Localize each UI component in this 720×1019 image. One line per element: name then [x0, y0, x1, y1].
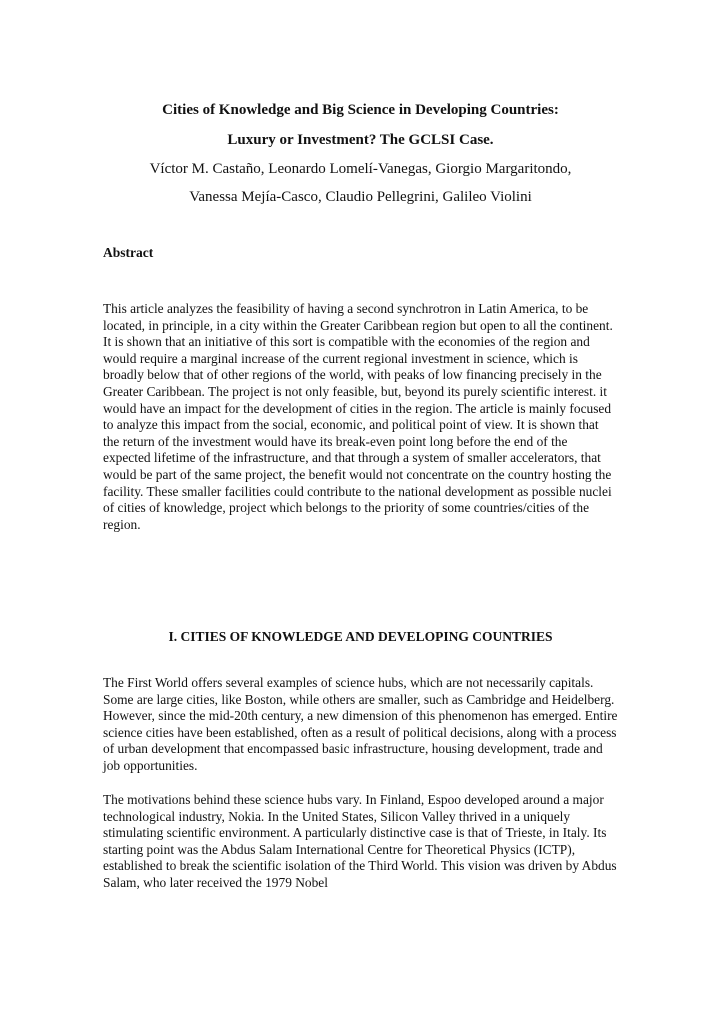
authors-line-1: Víctor M. Castaño, Leonardo Lomelí-Vanegas, Giorgio Margaritondo,: [149, 161, 572, 177]
authors-line-2: Vanessa Mejía-Casco, Claudio Pellegrini, Galileo Violini: [189, 189, 532, 205]
body-paragraph-2: The motivations behind these science hubs vary. In Finland, Espoo developed around a major technological industry, Nokia. In the United States, Silicon Valley thrived in a uniquely stimulating scientific environment. A particularly distinctive case is that of Trieste, in Italy. Its starting point was the Abdus Salam International Centre for Theoretical Physics (ICTP), established to break the scientific isolation of the Third World. This vision was driven by Abdus Salam, who later received the 1979 Nobel: [103, 792, 617, 890]
body-paragraph-1: The First World offers several examples of science hubs, which are not necessarily capitals. Some are large cities, like Boston, while others are smaller, such as Cambridge and Heidelberg. However, since the mid-20th century, a new dimension of this phenomenon has emerged. Entire science cities have been established, often as a result of political decisions, along with a process of urban development that encompassed basic infrastructure, housing development, trade and job opportunities.: [103, 675, 618, 773]
section-heading: I. CITIES OF KNOWLEDGE AND DEVELOPING COUNTRIES: [168, 629, 553, 644]
paper-title-line-1: Cities of Knowledge and Big Science in Developing Countries:: [162, 102, 559, 118]
abstract-text: This article analyzes the feasibility of having a second synchrotron in Latin America, to be located, in principle, in a city within the Greater Caribbean region but open to all the continent. It is shown that an initiative of this sort is compatible with the economies of the region and would require a marginal increase of the current regional investment in science, which is broadly below that of other regions of the world, with peaks of low financing precisely in the Greater Caribbean. The project is not only feasible, but, beyond its purely scientific interest. it would have an impact for the development of cities in the region. The article is mainly focused to analyze this impact from the social, economic, and political point of view. It is shown that the return of the investment would have its break-even point long before the end of the expected lifetime of the infrastructure, and that through a system of smaller accelerators, that would be part of the same project, the benefit would not concentrate on the country hosting the facility. These smaller facilities could contribute to the national development as possible nuclei of cities of knowledge, project which belongs to the priority of some countries/cities of the region.: [103, 301, 613, 532]
abstract-heading: Abstract: [103, 245, 154, 260]
paper-title-line-2: Luxury or Investment? The GCLSI Case.: [227, 132, 494, 148]
